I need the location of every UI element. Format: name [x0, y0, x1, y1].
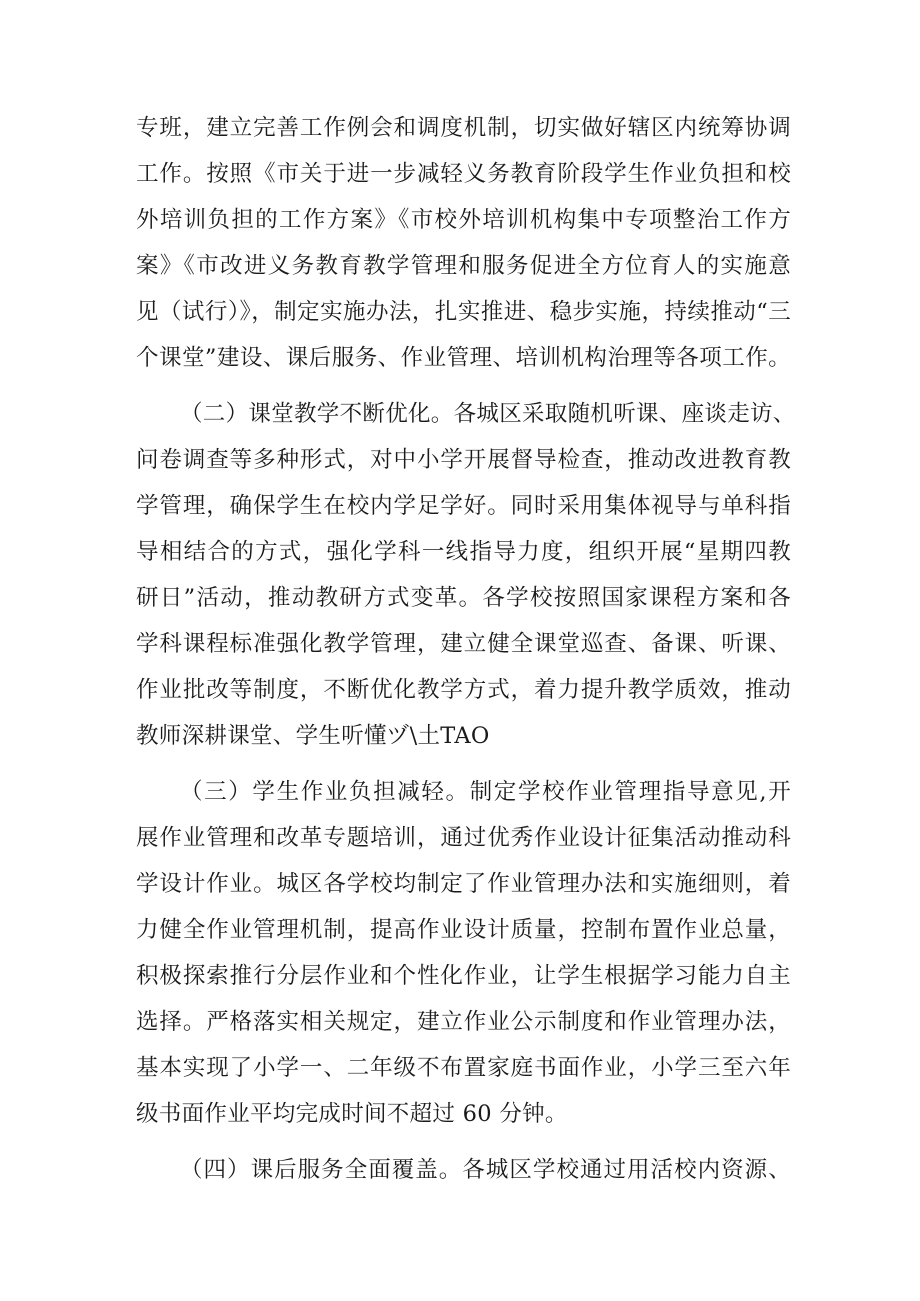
- document-body: [136, 105, 796, 1193]
- text-line: 展作业管理和改革专题培训，通过优秀作业设计征集活动推动科: [136, 825, 791, 851]
- text-line: 个课堂”建设、课后服务、作业管理、培训机构治理等各项工作。: [136, 345, 791, 371]
- text-line: （四）课后服务全面覆盖。各城区学校通过用活校内资源、: [180, 1157, 791, 1183]
- text-line: 积极探索推行分层作业和个性化作业，让学生根据学习能力自主: [136, 963, 791, 989]
- paragraph-1: [136, 105, 791, 381]
- paragraph-spacer: [136, 381, 791, 391]
- text-line: 学设计作业。城区各学校均制定了作业管理办法和实施细则，着: [136, 871, 791, 897]
- text-line: 力健全作业管理机制，提高作业设计质量，控制布置作业总量，: [136, 917, 791, 943]
- text-line: 学科课程标准强化教学管理，建立健全课堂巡查、备课、听课、: [136, 631, 791, 657]
- text-line: 选择。严格落实相关规定，建立作业公示制度和作业管理办法，: [136, 1009, 791, 1035]
- text-line: （三）学生作业负担减轻。制定学校作业管理指导意见,开: [180, 779, 791, 805]
- text-line: 见（试行）》，制定实施办法，扎实推进、稳步实施，持续推动“三: [136, 299, 791, 325]
- paragraph-2: [136, 391, 796, 759]
- text-line: 研日”活动，推动教研方式变革。各学校按照国家课程方案和各: [136, 585, 791, 611]
- text-line: 教师深耕课堂、学生听懂ヅ\土TAO: [136, 723, 490, 749]
- text-line: 问卷调查等多种形式，对中小学开展督导检查，推动改进教育教: [136, 447, 791, 473]
- text-line: 作业批改等制度，不断优化教学方式，着力提升教学质效，推动: [136, 677, 791, 703]
- paragraph-3: [136, 769, 791, 1137]
- text-line: 案》《市改进义务教育教学管理和服务促进全方位育人的实施意: [136, 253, 791, 279]
- text-line: 学管理，确保学生在校内学足学好。同时采用集体视导与单科指: [136, 493, 791, 519]
- text-line: 工作。按照《市关于进一步减轻义务教育阶段学生作业负担和校: [136, 161, 791, 187]
- text-line: 级书面作业平均完成时间不超过 60 分钟。: [136, 1101, 568, 1127]
- paragraph-4: [136, 1147, 791, 1193]
- text-line: 基本实现了小学一、二年级不布置家庭书面作业，小学三至六年: [136, 1055, 791, 1081]
- paragraph-spacer: [136, 1137, 791, 1147]
- text-line: 外培训负担的工作方案》《市校外培训机构集中专项整治工作方: [136, 207, 791, 233]
- text-line: （二）课堂教学不断优化。各城区采取随机听课、座谈走访、: [180, 401, 796, 427]
- text-line: 导相结合的方式，强化学科一线指导力度，组织开展“星期四教: [136, 539, 791, 565]
- text-line: 专班，建立完善工作例会和调度机制，切实做好辖区内统筹协调: [136, 115, 791, 141]
- paragraph-spacer: [136, 759, 791, 769]
